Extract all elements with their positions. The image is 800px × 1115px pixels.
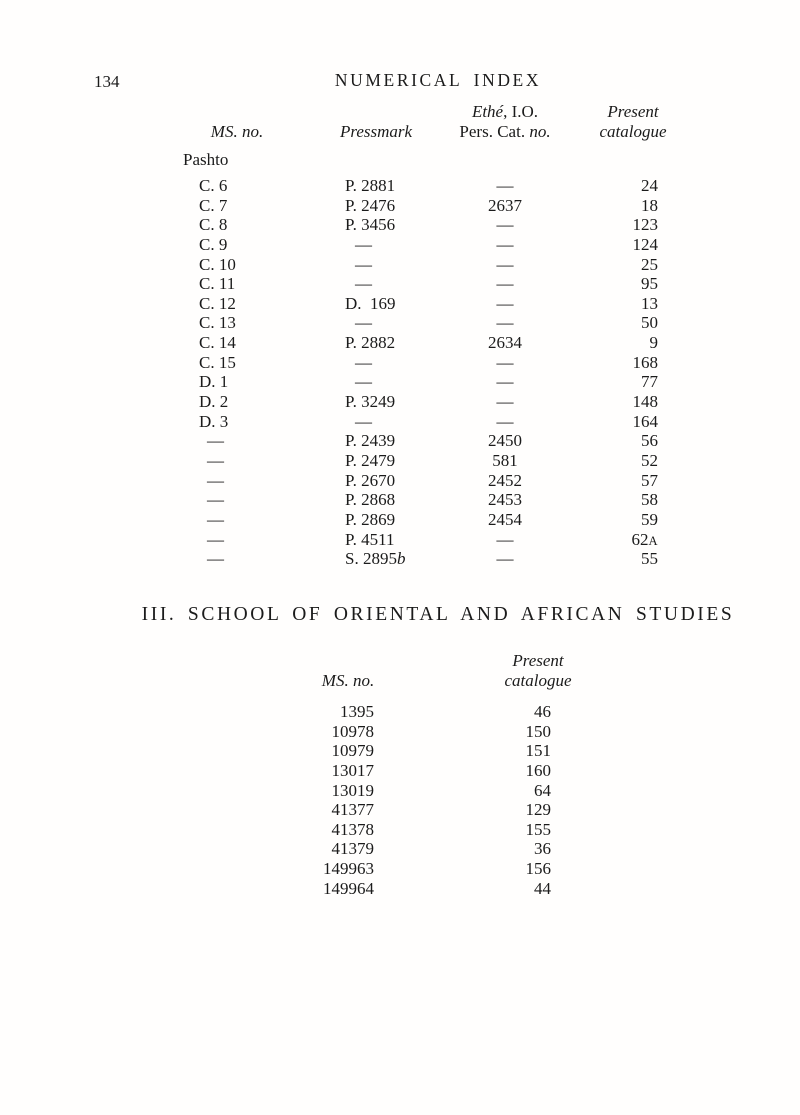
cell-pressmark: [345, 235, 460, 255]
cell-pressmark: [345, 431, 460, 451]
cell-present-catalogue: [374, 761, 551, 781]
table1-header-pers-cat-roman: Pers. Cat.: [459, 122, 530, 141]
cell-ms-no-text: C. 11: [199, 274, 236, 294]
cell-ms-no-text: C. 7: [199, 195, 228, 215]
cell-present-catalogue: [550, 392, 658, 412]
cell-present-catalogue: [374, 781, 551, 801]
cell-ms-no-text: C. 10: [199, 254, 236, 274]
cell-present-catalogue-text: 155: [525, 819, 551, 839]
cell-pressmark-text: P. 2882: [345, 333, 396, 353]
cell-ethe-cat-no-text: —: [496, 293, 514, 313]
cell-pressmark-text: —: [355, 313, 372, 333]
cell-ethe-cat-no-text: —: [496, 313, 514, 333]
cell-pressmark: [345, 510, 460, 530]
table-row: [183, 196, 658, 216]
cell-ethe-cat-no: [460, 235, 550, 255]
table1-header-pressmark: Pressmark: [339, 122, 413, 141]
cell-ms-no-text: C. 13: [199, 313, 236, 333]
cell-ms-no: [183, 235, 345, 255]
cell-pressmark-text: P. 4511: [345, 529, 395, 549]
cell-ms-no-text: C. 9: [199, 234, 228, 254]
table-row: [183, 294, 658, 314]
cell-ethe-cat-no: [460, 471, 550, 491]
table-row: [183, 549, 658, 569]
cell-pressmark: [345, 451, 460, 471]
table-row: [253, 879, 551, 899]
cell-ms-no-text: 10978: [331, 721, 374, 741]
cell-ethe-cat-no-text: —: [496, 392, 514, 412]
cell-present-catalogue: [550, 372, 658, 392]
cell-present-catalogue: [550, 235, 658, 255]
cell-ms-no: [183, 313, 345, 333]
cell-ms-no: [253, 741, 374, 761]
cell-present-catalogue-text: 156: [525, 859, 551, 879]
table-row: [253, 741, 551, 761]
cell-ethe-cat-no-text: —: [496, 372, 514, 392]
cell-ethe-cat-no: [460, 274, 550, 294]
cell-pressmark-text: —: [355, 234, 372, 254]
cell-present-catalogue-text: 123: [632, 215, 658, 235]
cell-present-catalogue: [550, 510, 658, 530]
cell-pressmark: [345, 333, 460, 353]
cell-present-catalogue: [550, 255, 658, 275]
cell-present-catalogue-text: 129: [525, 800, 551, 820]
cell-ms-no: [183, 451, 345, 471]
soas-table-header-present: Present: [512, 651, 564, 670]
cell-present-catalogue-text: 95: [641, 274, 658, 294]
table-row: [183, 313, 658, 333]
cell-ethe-cat-no-text: —: [496, 176, 514, 195]
cell-present-catalogue: [374, 839, 551, 859]
cell-present-catalogue: [550, 490, 658, 510]
cell-ethe-cat-no: [460, 196, 550, 216]
cell-present-catalogue-text: 168: [632, 352, 658, 372]
cell-ms-no-text: D. 3: [199, 411, 229, 431]
cell-present-catalogue: [550, 333, 658, 353]
table-row: [183, 255, 658, 275]
cell-pressmark: [345, 490, 460, 510]
cell-ms-no: [253, 859, 374, 879]
cell-present-catalogue: [550, 196, 658, 216]
cell-ethe-cat-no-text: —: [496, 352, 514, 372]
table-row: [183, 431, 658, 451]
cell-present-catalogue-text: 9: [649, 333, 658, 353]
cell-ethe-cat-no-text: 2454: [488, 509, 522, 529]
cell-ms-no-text: C. 14: [199, 333, 236, 353]
cell-present-catalogue-text: 59: [641, 509, 658, 529]
cell-ms-no: [183, 176, 345, 196]
cell-pressmark: [345, 530, 460, 552]
table-row: [253, 859, 551, 879]
cell-present-catalogue: [374, 722, 551, 742]
cell-ethe-cat-no-text: 2452: [488, 470, 522, 490]
cell-present-catalogue-text: 24: [641, 176, 658, 195]
cell-ethe-cat-no: [460, 431, 550, 451]
table-row: [183, 510, 658, 530]
cell-present-catalogue-text: 124: [632, 234, 658, 254]
cell-ms-no: [253, 800, 374, 820]
cell-ms-no: [183, 255, 345, 275]
cell-present-catalogue-text: 64: [534, 780, 551, 800]
cell-ethe-cat-no: [460, 372, 550, 392]
cell-present-catalogue-text: 150: [525, 721, 551, 741]
cell-pressmark: [345, 294, 460, 314]
cell-pressmark: [345, 412, 460, 432]
catalogue-smallcap-suffix: A: [648, 533, 658, 548]
cell-ms-no-text: D. 2: [199, 392, 229, 412]
pressmark-italic-suffix: b: [396, 549, 406, 569]
cell-ethe-cat-no: [460, 176, 550, 196]
cell-pressmark: [345, 353, 460, 373]
cell-ethe-cat-no-text: —: [496, 529, 514, 549]
cell-pressmark-text: —: [355, 274, 372, 294]
cell-present-catalogue: [550, 471, 658, 491]
cell-present-catalogue: [550, 176, 658, 196]
cell-ms-no-text: 149964: [323, 878, 374, 898]
cell-pressmark: [345, 372, 460, 392]
cell-ms-no: [253, 702, 374, 722]
cell-present-catalogue-text: 58: [641, 490, 658, 510]
table-row: [253, 702, 551, 722]
cell-present-catalogue-text: 62: [631, 529, 649, 549]
cell-pressmark: [345, 255, 460, 275]
cell-ethe-cat-no: [460, 333, 550, 353]
table-row: [253, 839, 551, 859]
cell-ms-no-text: C. 15: [199, 352, 236, 372]
table1-header-ethe-roman: , I.O.: [503, 102, 539, 121]
table1-header-ethe-italic: Ethé: [471, 102, 504, 121]
cell-present-catalogue-text: 25: [641, 254, 658, 274]
cell-pressmark: [345, 176, 460, 196]
cell-present-catalogue-text: 151: [525, 741, 551, 761]
cell-pressmark-text: P. 3456: [345, 215, 396, 235]
table1-header-present: Present: [607, 102, 659, 121]
cell-pressmark-text: P. 2476: [345, 195, 396, 215]
cell-ethe-cat-no-text: —: [496, 215, 514, 235]
cell-present-catalogue: [550, 549, 658, 569]
cell-present-catalogue-text: 46: [534, 702, 551, 721]
table1-header-pers-cat-italic: no.: [529, 122, 551, 141]
cell-present-catalogue: [374, 741, 551, 761]
cell-ms-no-text: —: [207, 529, 224, 549]
cell-ms-no-text: —: [207, 490, 224, 510]
cell-ethe-cat-no-text: —: [496, 274, 514, 294]
cell-ms-no: [183, 294, 345, 314]
table-row: [183, 353, 658, 373]
cell-present-catalogue-text: 55: [641, 549, 658, 569]
group-label-pashto: Pashto: [183, 150, 229, 169]
cell-ms-no: [183, 215, 345, 235]
cell-present-catalogue-text: 164: [632, 411, 658, 431]
cell-pressmark-text: S. 2895: [345, 549, 397, 569]
cell-ethe-cat-no-text: 2637: [488, 195, 522, 215]
cell-ethe-cat-no-text: —: [496, 234, 514, 254]
cell-present-catalogue: [374, 879, 551, 899]
cell-present-catalogue: [550, 313, 658, 333]
cell-present-catalogue: [550, 215, 658, 235]
cell-present-catalogue: [374, 702, 551, 722]
soas-table-header-ms-no: MS. no.: [321, 671, 375, 690]
cell-ms-no-text: C. 12: [199, 293, 236, 313]
table1-header-catalogue: catalogue: [599, 122, 667, 141]
cell-ms-no-text: 13019: [331, 780, 374, 800]
cell-ms-no: [253, 722, 374, 742]
table-row: [183, 274, 658, 294]
cell-present-catalogue-text: 77: [641, 372, 658, 392]
cell-ms-no: [183, 196, 345, 216]
cell-present-catalogue-text: 36: [534, 839, 551, 859]
cell-ethe-cat-no: [460, 215, 550, 235]
cell-ms-no: [183, 392, 345, 412]
cell-ms-no: [183, 471, 345, 491]
cell-pressmark-text: —: [355, 254, 372, 274]
cell-ms-no-text: —: [207, 549, 224, 569]
table-row: [183, 412, 658, 432]
cell-present-catalogue: [550, 353, 658, 373]
cell-pressmark-text: P. 2670: [345, 470, 396, 490]
table-row: [253, 781, 551, 801]
cell-present-catalogue: [374, 800, 551, 820]
cell-present-catalogue: [550, 530, 658, 552]
cell-present-catalogue: [550, 412, 658, 432]
page-number: 134: [94, 72, 120, 91]
cell-ms-no: [183, 510, 345, 530]
table-row: [253, 820, 551, 840]
cell-ethe-cat-no: [460, 549, 550, 569]
cell-present-catalogue-text: 57: [641, 470, 658, 490]
cell-pressmark-text: P. 2479: [345, 450, 396, 470]
cell-ethe-cat-no: [460, 412, 550, 432]
cell-ms-no: [253, 761, 374, 781]
cell-ms-no: [253, 879, 374, 899]
cell-ms-no: [183, 530, 345, 552]
table-row: [253, 722, 551, 742]
cell-ethe-cat-no: [460, 530, 550, 552]
table-row: [183, 490, 658, 510]
cell-pressmark-text: P. 2881: [345, 176, 396, 195]
cell-present-catalogue: [550, 431, 658, 451]
cell-pressmark-text: —: [355, 411, 372, 431]
table-row: [183, 372, 658, 392]
cell-ms-no: [183, 333, 345, 353]
cell-present-catalogue-text: 18: [641, 195, 658, 215]
table-row: [183, 235, 658, 255]
cell-ethe-cat-no: [460, 255, 550, 275]
cell-ms-no: [183, 431, 345, 451]
table-row: [183, 471, 658, 491]
cell-pressmark: [345, 471, 460, 491]
table-row: [183, 176, 658, 196]
table-row: [253, 761, 551, 781]
cell-ethe-cat-no-text: 581: [492, 450, 518, 470]
cell-present-catalogue-text: 50: [641, 313, 658, 333]
cell-present-catalogue: [550, 294, 658, 314]
page-title: NUMERICAL INDEX: [334, 70, 542, 90]
cell-ms-no: [183, 274, 345, 294]
cell-ms-no-text: —: [207, 450, 224, 470]
section-heading: III. SCHOOL OF ORIENTAL AND AFRICAN STUDIES: [141, 604, 735, 625]
cell-present-catalogue-text: 148: [632, 392, 658, 412]
cell-present-catalogue: [374, 859, 551, 879]
cell-ethe-cat-no: [460, 313, 550, 333]
cell-ms-no: [183, 490, 345, 510]
cell-ethe-cat-no-text: —: [496, 411, 514, 431]
cell-ms-no-text: —: [207, 470, 224, 490]
cell-ms-no-text: D. 1: [199, 372, 229, 392]
cell-ethe-cat-no-text: 2450: [488, 431, 522, 451]
cell-present-catalogue-text: 56: [641, 431, 658, 451]
cell-ms-no-text: 149963: [323, 859, 374, 879]
cell-ms-no-text: 41377: [331, 800, 374, 820]
cell-pressmark-text: D. 169: [345, 293, 396, 313]
cell-present-catalogue-text: 44: [534, 878, 551, 898]
table-row: [183, 333, 658, 353]
cell-pressmark: [345, 196, 460, 216]
cell-present-catalogue-text: 13: [641, 293, 658, 313]
soas-table-header-catalogue: catalogue: [504, 671, 572, 690]
table1-header-ethe-io: [472, 102, 538, 121]
cell-pressmark-text: P. 3249: [345, 392, 396, 412]
cell-ethe-cat-no-text: —: [496, 549, 514, 569]
cell-ms-no-text: 41379: [331, 839, 374, 859]
cell-ms-no-text: C. 6: [199, 176, 228, 195]
table-row: [183, 392, 658, 412]
cell-ms-no: [253, 820, 374, 840]
cell-pressmark-text: —: [355, 352, 372, 372]
table-row: [183, 530, 658, 550]
cell-ethe-cat-no: [460, 490, 550, 510]
cell-present-catalogue: [550, 274, 658, 294]
cell-ms-no: [183, 549, 345, 569]
cell-pressmark: [345, 274, 460, 294]
cell-present-catalogue-text: 52: [641, 450, 658, 470]
cell-ethe-cat-no: [460, 451, 550, 471]
cell-ms-no-text: 10979: [331, 741, 374, 761]
table-row: [183, 451, 658, 471]
cell-ethe-cat-no-text: 2453: [488, 490, 522, 510]
cell-ms-no-text: 13017: [331, 760, 374, 780]
cell-ms-no-text: —: [207, 431, 224, 451]
cell-ms-no: [253, 781, 374, 801]
table-row: [183, 215, 658, 235]
cell-ms-no: [253, 839, 374, 859]
cell-pressmark: [345, 215, 460, 235]
cell-pressmark-text: P. 2869: [345, 509, 396, 529]
cell-ms-no: [183, 353, 345, 373]
cell-present-catalogue-text: 160: [525, 760, 551, 780]
table-row: [253, 800, 551, 820]
cell-pressmark: [345, 392, 460, 412]
cell-ms-no: [183, 372, 345, 392]
table1-header-ms-no: MS. no.: [210, 122, 264, 141]
cell-ethe-cat-no: [460, 294, 550, 314]
cell-ms-no-text: 41378: [331, 819, 374, 839]
numerical-index-table: [183, 176, 658, 569]
cell-ms-no-text: —: [207, 509, 224, 529]
cell-present-catalogue: [550, 451, 658, 471]
cell-ethe-cat-no-text: 2634: [488, 333, 522, 353]
cell-pressmark-text: —: [355, 372, 372, 392]
cell-ethe-cat-no-text: —: [496, 254, 514, 274]
cell-ethe-cat-no: [460, 510, 550, 530]
cell-present-catalogue: [374, 820, 551, 840]
table1-header-pers-cat-no: [459, 122, 550, 141]
cell-ms-no-text: C. 8: [199, 215, 228, 235]
cell-pressmark: [345, 549, 460, 569]
cell-pressmark: [345, 313, 460, 333]
cell-ms-no-text: 1395: [340, 702, 374, 721]
cell-ms-no: [183, 412, 345, 432]
soas-table: [253, 702, 551, 898]
cell-pressmark-text: P. 2439: [345, 431, 396, 451]
cell-ethe-cat-no: [460, 392, 550, 412]
cell-ethe-cat-no: [460, 353, 550, 373]
cell-pressmark-text: P. 2868: [345, 490, 396, 510]
